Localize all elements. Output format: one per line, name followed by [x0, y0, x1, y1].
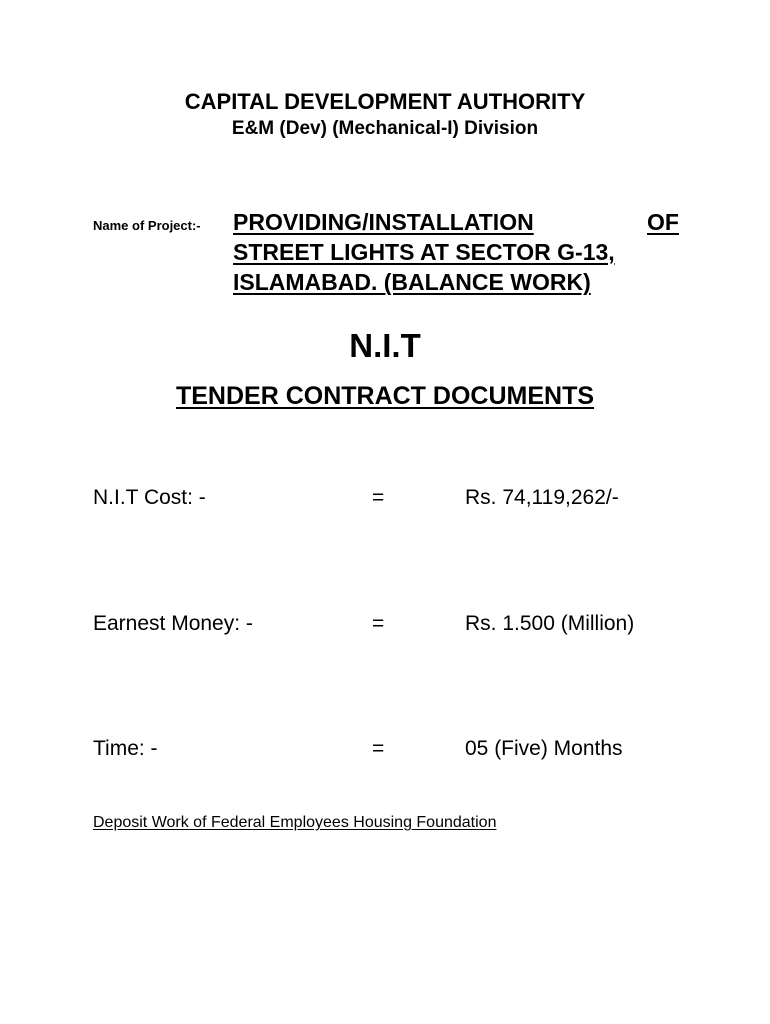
project-name-line-3: ISLAMABAD. (BALANCE WORK): [233, 269, 591, 295]
detail-value: Rs. 74,119,262/-: [465, 486, 619, 509]
project-label: Name of Project:-: [93, 218, 201, 233]
detail-separator: =: [372, 737, 385, 760]
project-name-line-1: [233, 207, 679, 237]
detail-row-time: [0, 734, 770, 764]
organization-name: CAPITAL DEVELOPMENT AUTHORITY: [184, 89, 586, 114]
project-name-line-1-part-2: OF: [647, 209, 679, 235]
detail-label: N.I.T Cost: -: [93, 486, 206, 509]
detail-separator: =: [372, 612, 385, 635]
detail-label: Earnest Money: -: [93, 612, 253, 635]
deposit-note: Deposit Work of Federal Employees Housing Foundation: [93, 814, 497, 831]
detail-value: 05 (Five) Months: [465, 737, 623, 760]
detail-value: Rs. 1.500 (Million): [465, 612, 635, 635]
project-name-line-2: STREET LIGHTS AT SECTOR G-13,: [233, 239, 615, 265]
detail-separator: =: [372, 486, 385, 509]
division-name: E&M (Dev) (Mechanical-I) Division: [231, 118, 539, 139]
detail-row-nit-cost: [0, 483, 770, 513]
tender-title: TENDER CONTRACT DOCUMENTS: [175, 382, 595, 410]
project-name: [233, 207, 679, 297]
detail-label: Time: -: [93, 737, 158, 760]
nit-title: N.I.T: [349, 327, 421, 364]
detail-row-earnest-money: [0, 609, 770, 639]
project-name-line-1-part-1: PROVIDING/INSTALLATION: [233, 209, 534, 235]
